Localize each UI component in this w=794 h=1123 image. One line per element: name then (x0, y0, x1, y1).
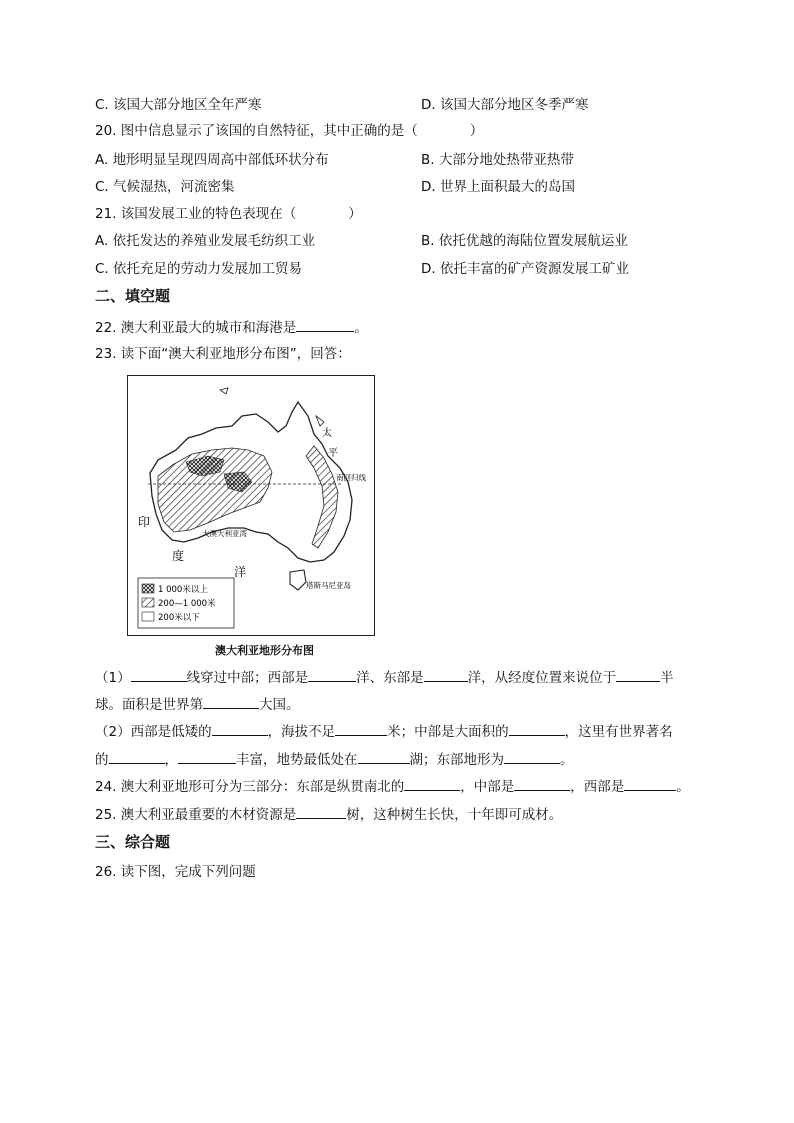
answer-blank[interactable] (624, 776, 676, 791)
label-great-australian-bight: 大澳大利亚湾 (202, 529, 247, 538)
q22 (95, 317, 368, 338)
q19-option-d: D. 该国大部分地区冬季严寒 (421, 97, 589, 113)
answer-blank[interactable] (131, 667, 187, 682)
answer-blank[interactable] (358, 749, 410, 764)
q23-2-text: ，这里有世界著名 (564, 724, 673, 740)
q23-part2-line1 (95, 721, 673, 742)
answer-blank[interactable] (424, 667, 468, 682)
q20-stem (95, 121, 483, 141)
answer-blank[interactable] (109, 749, 165, 764)
q25 (95, 804, 562, 825)
q23-stem: 23. 读下面“澳大利亚地形分布图”，回答： (95, 346, 351, 362)
q23-1-text: 洋、东部是 (356, 670, 424, 686)
q24-text: ，中部是 (460, 779, 515, 795)
q19-option-c: C. 该国大部分地区全年严寒 (95, 97, 262, 113)
q23-2-text: 的 (95, 752, 109, 768)
answer-blank[interactable] (203, 694, 259, 709)
q23-2-text: 丰富，地势最低处在 (236, 752, 358, 768)
legend-label-200-1000: 200—1 000米 (158, 599, 216, 609)
answer-blank[interactable] (308, 667, 356, 682)
q23-2-text: （2）西部是低矮的 (95, 724, 212, 740)
answer-blank[interactable] (616, 667, 660, 682)
section-heading-comprehensive: 三、综合题 (95, 833, 171, 851)
answer-blank[interactable] (504, 749, 560, 764)
q25-text: 25. 澳大利亚最重要的木材资源是 (95, 807, 297, 823)
answer-blank[interactable] (404, 776, 460, 791)
label-tasmania: 塔斯马尼亚岛 (306, 581, 351, 590)
q20-option-a: A. 地形明显呈现四周高中部低环状分布 (95, 152, 329, 168)
legend-swatch-1000-plus (142, 584, 154, 593)
label-yang: 洋 (234, 565, 247, 579)
q23-part2-line2 (95, 749, 574, 770)
q23-1-text: （1） (95, 670, 131, 686)
answer-blank[interactable] (509, 721, 565, 736)
map-caption: 澳大利亚地形分布图 (215, 644, 314, 657)
legend-label-1000-plus: 1 000米以上 (158, 585, 208, 595)
q21-option-b: B. 依托优越的海陆位置发展航运业 (421, 233, 628, 249)
answer-blank[interactable] (296, 804, 346, 819)
q23-1-text: 线穿过中部；西部是 (186, 670, 309, 686)
q23-1-text: 半 (660, 670, 674, 686)
q21-stem-end: ） (348, 206, 362, 222)
q24 (95, 776, 690, 797)
q23-2-text: ， (164, 752, 178, 768)
legend-label-below-200: 200米以下 (158, 613, 200, 623)
island (316, 416, 324, 426)
q24-text: 。 (676, 779, 690, 795)
label-du: 度 (172, 549, 185, 563)
label-tai: 太 (322, 428, 332, 439)
label-tropic: 南回归线 (336, 473, 366, 482)
q21-option-a: A. 依托发达的养殖业发展毛纺织工业 (95, 233, 316, 249)
answer-blank[interactable] (296, 317, 354, 332)
label-ping: 平 (328, 448, 338, 459)
q20-option-d: D. 世界上面积最大的岛国 (421, 179, 575, 195)
label-yin: 印 (138, 515, 151, 529)
legend-swatch-200-1000 (142, 598, 154, 607)
q21-option-d: D. 依托丰富的矿产资源发展工矿业 (421, 261, 629, 277)
q22-end: 。 (354, 320, 368, 336)
q23-2-text: ，海拔不足 (267, 724, 336, 740)
q23-2-text: 。 (560, 752, 574, 768)
q23-part1-line1 (95, 667, 674, 688)
q23-1-text: 大国。 (259, 697, 300, 713)
q23-1-text: 球。面积是世界第 (95, 697, 203, 713)
q23-2-text: 湖；东部地形为 (409, 752, 504, 768)
q22-text: 22. 澳大利亚最大的城市和海港是 (95, 320, 297, 336)
answer-blank[interactable] (178, 749, 236, 764)
answer-blank[interactable] (514, 776, 570, 791)
answer-blank[interactable] (335, 721, 387, 736)
answer-blank[interactable] (212, 721, 268, 736)
q20-option-c: C. 气候湿热，河流密集 (95, 179, 235, 195)
q20-option-b: B. 大部分地处热带亚热带 (421, 152, 574, 168)
island (220, 388, 228, 394)
q26: 26. 读下图，完成下列问题 (95, 864, 256, 880)
q21-option-c: C. 依托充足的劳动力发展加工贸易 (95, 261, 303, 277)
q23-2-text: 米；中部是大面积的 (387, 724, 509, 740)
tasmania-shape (290, 570, 306, 590)
q23-1-text: 洋，从经度位置来说位于 (467, 670, 617, 686)
q21-stem (95, 204, 362, 224)
legend-swatch-below-200 (142, 612, 154, 621)
australia-terrain-map (127, 375, 375, 636)
q24-text: ，西部是 (570, 779, 625, 795)
q23-part1-line2 (95, 694, 300, 715)
section-heading-fill-in: 二、填空题 (95, 287, 171, 305)
q25-text: 树，这种树生长快，十年即可成材。 (346, 807, 563, 823)
q20-stem-end: ） (469, 123, 484, 139)
q21-stem-text: 21. 该国发展工业的特色表现在（ (95, 206, 297, 222)
q20-stem-text: 20. 图中信息显示了该国的自然特征，其中正确的是（ (95, 123, 418, 139)
q24-text: 24. 澳大利亚地形可分为三部分：东部是纵贯南北的 (95, 779, 405, 795)
